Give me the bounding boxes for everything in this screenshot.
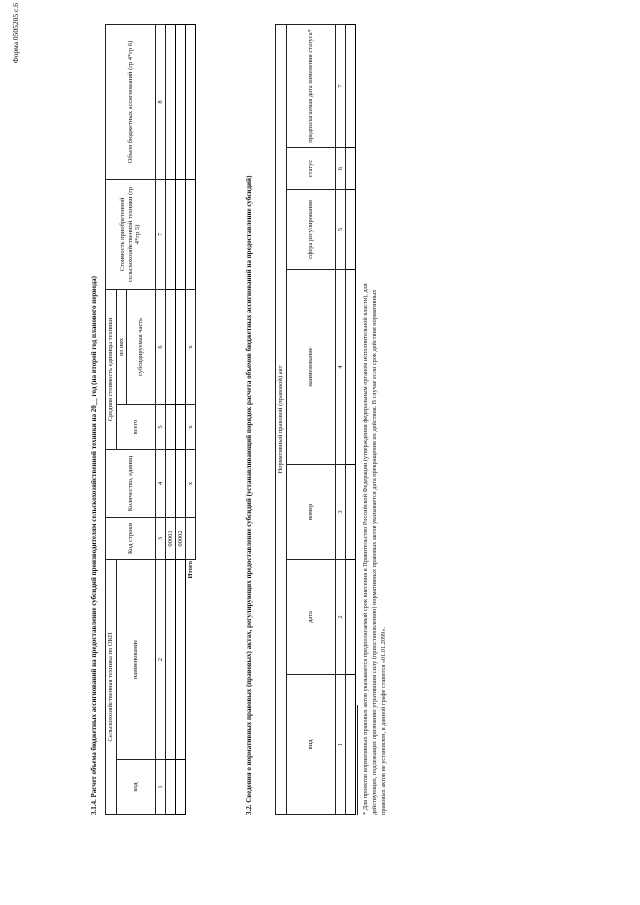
col-number: 7 [336, 24, 346, 147]
footnote-line: правовых актов не установлен, в данной графе ставится «01.01.2099». [380, 626, 387, 815]
x-mark: х [186, 289, 196, 404]
section-314-title: 3.1.4. Расчет объема бюджетных ассигнований на предоставление субсидий производителям сельскохозяйственной техники на 20__ год (на второй год планового периода) [90, 275, 98, 815]
col-number: 4 [336, 270, 346, 465]
col-number: 7 [156, 179, 166, 289]
col-number: 2 [336, 560, 346, 675]
cell-input[interactable] [166, 760, 176, 815]
cell-input[interactable] [186, 179, 196, 289]
cell-input[interactable] [346, 24, 356, 147]
cell-input[interactable] [346, 148, 356, 190]
col-number: 4 [156, 449, 166, 517]
table-row [176, 24, 186, 814]
col-number: 3 [336, 465, 346, 560]
col-number: 1 [156, 760, 166, 815]
cell-input[interactable] [176, 404, 186, 449]
hdr-name: наименование [117, 559, 156, 759]
footnote-rule [357, 705, 358, 815]
hdr-code: код [117, 760, 156, 815]
hdr-tech-group: Сельскохозяйственная техника по ОКП [106, 559, 117, 814]
row-code-cell: 00002 [176, 517, 186, 559]
col-number: 3 [156, 517, 166, 559]
hdr-sphere: сфера регулирования [287, 190, 336, 270]
table-row [346, 24, 356, 814]
hdr-act-name: наименование [287, 270, 336, 465]
hdr-row-code: Код строки [106, 517, 156, 559]
hdr-acq-cost: Стоимость приобретенной сельскохозяйственной техники (гр 4*гр 5) [106, 179, 156, 289]
hdr-act: Нормативный правовой (правовой) акт [276, 24, 287, 814]
cell-input[interactable] [346, 560, 356, 675]
cell-input[interactable] [176, 760, 186, 815]
cell-input[interactable] [166, 559, 176, 759]
table-row [166, 24, 176, 814]
col-number: 2 [156, 559, 166, 759]
cell-input[interactable] [176, 24, 186, 179]
total-row [186, 24, 196, 814]
col-number: 5 [336, 190, 346, 270]
cell-input[interactable] [166, 179, 176, 289]
hdr-number: номер [287, 465, 336, 560]
cell-input[interactable] [176, 289, 186, 404]
hdr-status: статус [287, 148, 336, 190]
cell-input[interactable] [166, 404, 176, 449]
col-number: 1 [336, 675, 346, 815]
total-label: Итого [187, 560, 194, 579]
hdr-of-them: из них [117, 289, 127, 404]
col-number: 6 [156, 289, 166, 404]
table-314 [105, 24, 196, 815]
hdr-quantity: Количество, единиц [106, 449, 156, 517]
cell-input[interactable] [346, 270, 356, 465]
cell-input[interactable] [176, 179, 186, 289]
hdr-type: вид [287, 675, 336, 815]
hdr-subsidized: субсидируемая часть [127, 289, 156, 404]
hdr-total: всего [117, 404, 156, 449]
col-number: 8 [156, 24, 166, 179]
x-mark: х [186, 404, 196, 449]
cell-input[interactable] [166, 449, 176, 517]
hdr-expected-date: предполагаемая дата изменения статуса* [287, 24, 336, 147]
cell-input[interactable] [166, 289, 176, 404]
cell-input[interactable] [346, 190, 356, 270]
footnote-line: * Для проектов нормативных правовых актов указывается предполагаемый срок внесения в Правительство Российской Федерации (утверждения федеральным органом исполнительной власти), для [362, 283, 369, 815]
row-code-cell: 00001 [166, 517, 176, 559]
cell-input[interactable] [346, 675, 356, 815]
cell-input[interactable] [176, 449, 186, 517]
section-32-title: 3.2. Сведения о нормативных правовых (правовых) актах, регулирующих предоставление субсидий (устанавливающий порядок расчета объемов бюджетных ассигнований на предоставление субсидий) [245, 175, 253, 815]
table-32 [275, 24, 356, 815]
hdr-date: дата [287, 560, 336, 675]
cell-input[interactable] [176, 559, 186, 759]
col-number: 5 [156, 404, 166, 449]
hdr-avg-cost: Средняя стоимость единицы техники [106, 289, 117, 449]
footnote-line: действующих, подлежащих признанию утратившим силу (приостановлению) нормативных правовых актов указывается дата прекращения их действия. В случае если срок действия нормативных [371, 289, 378, 815]
col-number: 6 [336, 148, 346, 190]
form-label: Форма 0505205 с.6 [11, 3, 20, 64]
hdr-budget-volume: Объем бюджетных ассигнований (гр 4*гр 6) [106, 24, 156, 179]
x-mark: х [186, 449, 196, 517]
total-row-code [186, 517, 196, 559]
cell-input[interactable] [346, 465, 356, 560]
cell-input[interactable] [186, 24, 196, 179]
cell-input[interactable] [166, 24, 176, 179]
